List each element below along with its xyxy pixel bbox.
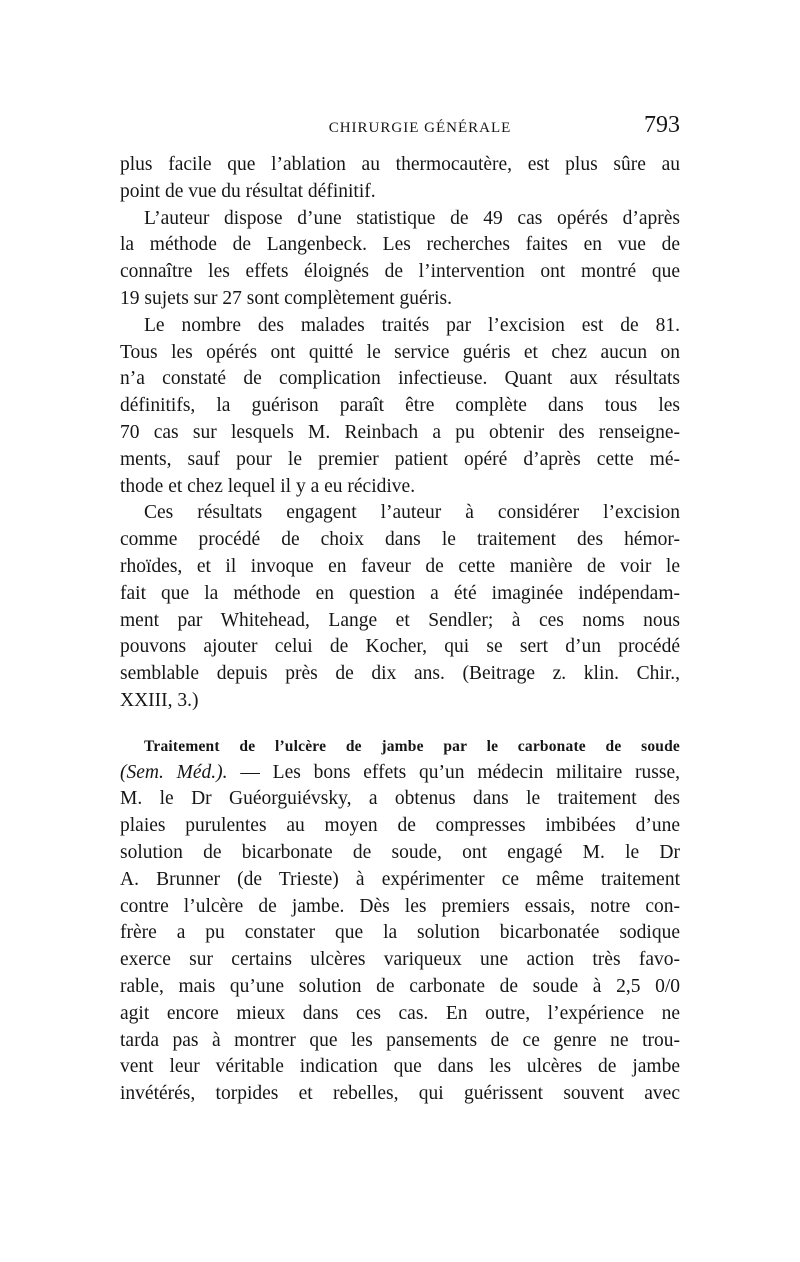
running-title: CHIRURGIE GÉNÉRALE — [328, 120, 512, 136]
text-line: M. le Dr Guéorguiévsky, a obtenus dans le traitement des — [120, 788, 680, 810]
text-line: pouvons ajouter celui de Kocher, qui se sert d’un procédé — [120, 636, 680, 658]
text-line: semblable depuis près de dix ans. (Beitrage z. klin. Chir., — [120, 663, 680, 685]
text-line: thode et chez lequel il y a eu récidive. — [120, 475, 416, 497]
page-number: 793 — [644, 112, 680, 138]
text-line: comme procédé de choix dans le traitement des hémor- — [120, 529, 680, 551]
text-line: plus facile que l’ablation au thermocautère, est plus sûre au — [120, 154, 680, 175]
text-line: ment par Whitehead, Lange et Sendler; à ces noms nous — [120, 609, 680, 631]
text-segment: — Les bons effets qu’un médecin militaire russe, — [240, 761, 681, 783]
text-line: 19 sujets sur 27 sont complètement guéris. — [120, 287, 452, 309]
text-line: contre l’ulcère de jambe. Dès les premiers essais, notre con- — [120, 895, 680, 917]
paragraph — [120, 313, 680, 501]
text-line: frère a pu constater que la solution bicarbonatée sodique — [120, 922, 680, 944]
paragraph — [120, 500, 680, 714]
text-line: ments, sauf pour le premier patient opéré d’après cette mé- — [120, 448, 680, 470]
text-line: vent leur véritable indication que dans les ulcères de jambe — [120, 1056, 680, 1078]
text-line: invétérés, torpides et rebelles, qui guérissent souvent avec — [120, 1083, 680, 1105]
page-header — [120, 112, 680, 146]
text-line — [120, 760, 680, 787]
section-heading: Traitement de l’ulcère de jambe par le carbonate de soude — [144, 737, 680, 755]
paragraph — [120, 206, 680, 313]
text-line: point de vue du résultat définitif. — [120, 180, 376, 202]
text-line: la méthode de Langenbeck. Les recherches faites en vue de — [120, 234, 680, 256]
text-line: XXIII, 3.) — [120, 689, 199, 711]
text-line: Tous les opérés ont quitté le service guéris et chez aucun on — [120, 341, 680, 363]
page-body — [120, 152, 680, 1108]
source-reference: (Sem. Méd.). — [120, 761, 228, 783]
text-line: agit encore mieux dans ces cas. En outre, l’expérience ne — [120, 1002, 680, 1024]
section-ulcere-de-jambe — [120, 733, 680, 1108]
text-line: n’a constaté de complication infectieuse. Quant aux résultats — [120, 368, 680, 390]
text-line: définitifs, la guérison paraît être complète dans tous les — [120, 395, 680, 417]
text-line: connaître les effets éloignés de l’intervention ont montré que — [120, 261, 680, 283]
text-line: rhoïdes, et il invoque en faveur de cette manière de voir le — [120, 555, 680, 577]
text-line: 70 cas sur lesquels M. Reinbach a pu obtenir des renseigne- — [120, 421, 680, 443]
text-line: L’auteur dispose d’une statistique de 49 cas opérés d’après — [144, 207, 680, 229]
text-line: rable, mais qu’une solution de carbonate de soude à 2,5 0/0 — [120, 975, 680, 997]
text-line: Ces résultats engagent l’auteur à considérer l’excision — [144, 502, 680, 524]
text-line: tarda pas à montrer que les pansements de ce genre ne trou- — [120, 1029, 680, 1051]
text-line: A. Brunner (de Trieste) à expérimenter ce même traitement — [120, 868, 680, 890]
text-line: Le nombre des malades traités par l’excision est de 81. — [144, 314, 680, 336]
section-heading-line — [120, 733, 680, 760]
text-line: fait que la méthode en question a été imaginée indépendam- — [120, 582, 680, 604]
text-line: solution de bicarbonate de soude, ont engagé M. le Dr — [120, 841, 680, 863]
paragraph — [120, 152, 680, 206]
text-line: plaies purulentes au moyen de compresses imbibées d’une — [120, 815, 680, 837]
text-line: exerce sur certains ulcères variqueux une action très favo- — [120, 949, 680, 971]
